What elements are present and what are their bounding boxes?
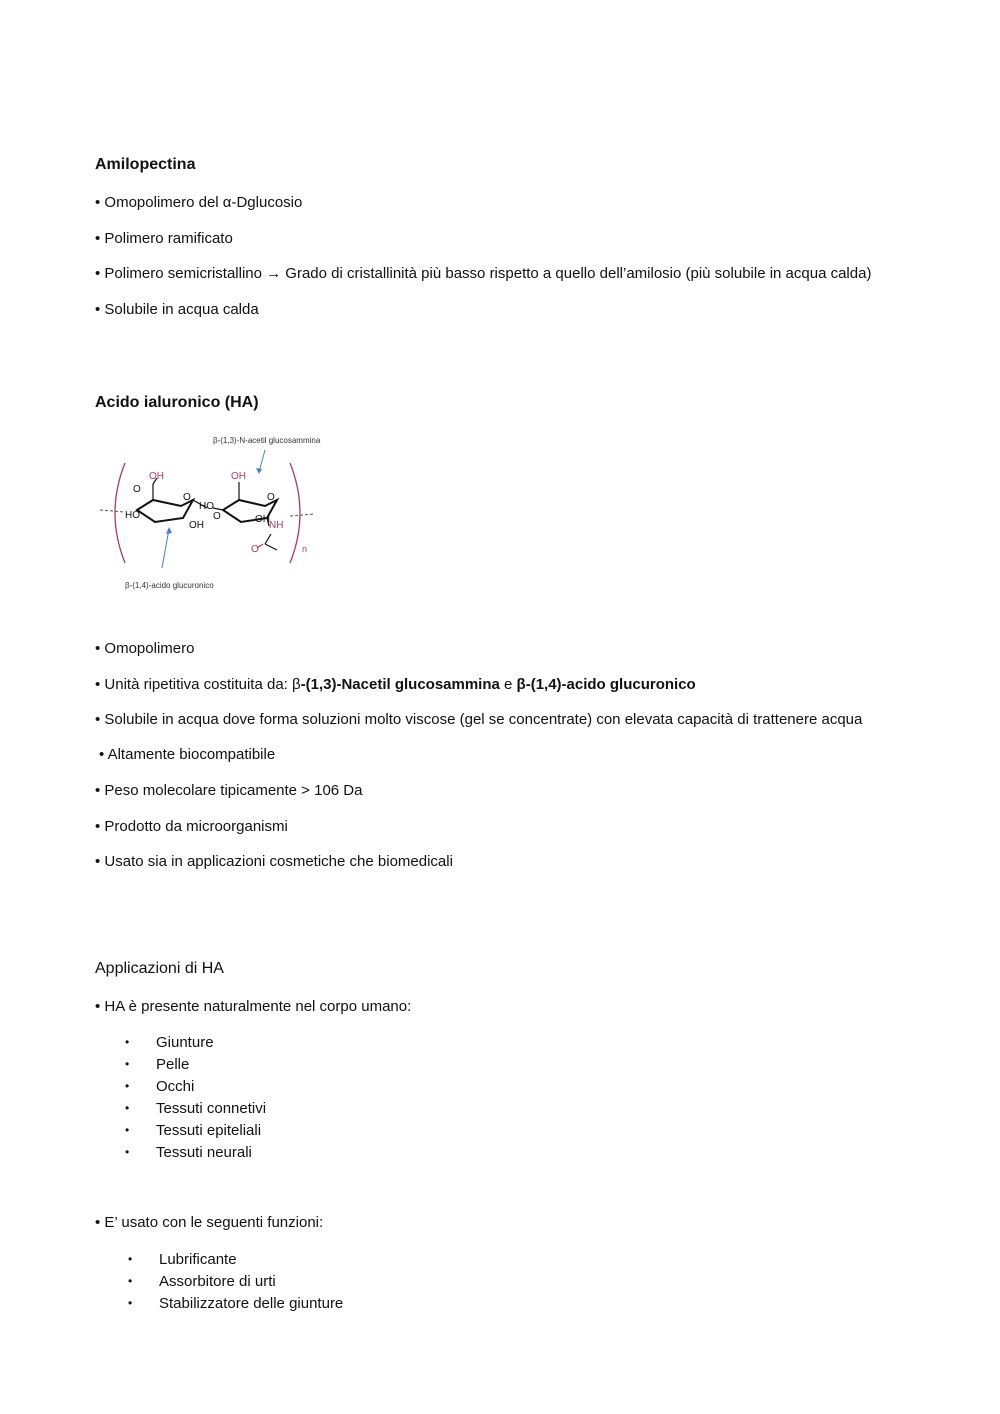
ha-bullet-4: • Altamente biocompatibile (99, 746, 276, 763)
arrowhead-top (256, 468, 262, 474)
label-acetil-glucosammina: β-(1,3)-N-acetil glucosammina (213, 436, 321, 445)
atom-o-ring-1: O (183, 492, 191, 503)
sub-bullet: • (125, 1123, 130, 1137)
ha-bullet-2 (95, 676, 696, 693)
atom-n-subscript: n (302, 544, 308, 554)
ha-bullet-2-prefix: • Unità ripetitiva costituita da: β (95, 676, 301, 693)
atom-oh-1: OH (149, 471, 164, 482)
atom-o-ring-2: O (267, 492, 275, 503)
tissue-label: Tessuti neurali (156, 1144, 252, 1161)
atom-nh: NH (269, 520, 284, 531)
ring-glucuronic (137, 500, 193, 522)
atom-ho-1: HO (125, 510, 140, 521)
sub-bullet: • (125, 1101, 130, 1115)
atom-o-carbonyl-2: O (251, 544, 259, 555)
atom-o-link: O (213, 511, 221, 522)
sub-bullet: • (125, 1079, 130, 1093)
ha-bullet-2-bold-2: β-(1,4)-acido glucuronico (516, 676, 696, 693)
section-title-amilopectina: Amilopectina (95, 156, 196, 173)
right-bracket (290, 463, 300, 563)
function-label: Lubrificante (159, 1251, 237, 1268)
section-title-acido-ialuronico: Acido ialuronico (HA) (95, 394, 259, 411)
functions-intro: • E’ usato con le seguenti funzioni: (95, 1214, 324, 1231)
ha-bullet-2-bold-1: -(1,3)-Nacetil glucosammina (300, 676, 500, 693)
ha-bullet-6: • Prodotto da microorganismi (95, 818, 288, 835)
arrowhead-bottom (166, 527, 172, 534)
atom-ho-2: HO (199, 501, 214, 512)
hyaluronic-acid-structure-figure (95, 428, 355, 600)
tissue-label: Tessuti epiteliali (156, 1122, 262, 1139)
ha-bullet-5: • Peso molecolare tipicamente > 106 Da (95, 782, 363, 799)
left-bracket (115, 463, 125, 563)
amilopectina-bullet-4: • Solubile in acqua calda (95, 301, 259, 318)
ha-bullet-1: • Omopolimero (95, 640, 195, 657)
function-label: Assorbitore di urti (159, 1273, 276, 1290)
sub-bullet: • (125, 1057, 130, 1071)
amilopectina-bullet-1: • Omopolimero del α-Dglucosio (95, 194, 303, 211)
label-acido-glucuronico: β-(1,4)-acido glucuronico (125, 581, 214, 590)
applicazioni-intro: • HA è presente naturalmente nel corpo umano: (95, 998, 412, 1015)
amilopectina-bullet-2: • Polimero ramificato (95, 230, 233, 247)
tissue-label: Occhi (156, 1078, 195, 1095)
atom-oh-4: OH (255, 514, 270, 525)
atom-oh-2: OH (231, 471, 246, 482)
tissue-label: Giunture (156, 1034, 214, 1051)
ha-bullet-3: • Solubile in acqua dove forma soluzioni molto viscose (gel se concentrate) con elevata capacità di trattenere acqua (95, 711, 863, 728)
sub-bullet: • (128, 1296, 133, 1310)
atom-o-carbonyl-1: O (133, 484, 141, 495)
sub-bullet: • (128, 1252, 133, 1266)
ha-bullet-7: • Usato sia in applicazioni cosmetiche che biomedicali (95, 853, 453, 870)
amilopectina-bullet-3: • Polimero semicristallino → Grado di cristallinità più basso rispetto a quello dell’amilosio (più solubile in acqua calda) (95, 265, 872, 282)
ha-bullet-2-mid: e (499, 676, 517, 693)
arrow-bottom (162, 529, 169, 568)
sub-bullet: • (128, 1274, 133, 1288)
atom-oh-3: OH (189, 520, 204, 531)
sub-bullet: • (125, 1145, 130, 1159)
function-label: Stabilizzatore delle giunture (159, 1295, 344, 1312)
section-title-applicazioni: Applicazioni di HA (95, 960, 224, 977)
sub-bullet: • (125, 1035, 130, 1049)
tissue-label: Pelle (156, 1056, 190, 1073)
tissue-label: Tessuti connetivi (156, 1100, 267, 1117)
